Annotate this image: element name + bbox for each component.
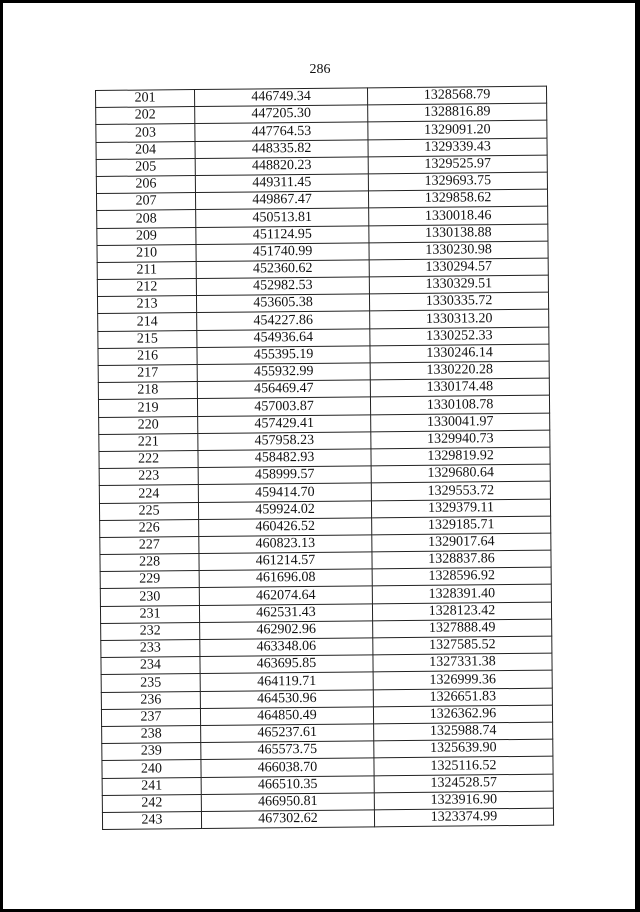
y-coordinate-cell: 1323374.99 xyxy=(374,808,553,827)
x-coordinate-cell: 463348.06 xyxy=(200,638,373,657)
x-coordinate-cell: 457003.87 xyxy=(197,397,370,416)
point-number-cell: 202 xyxy=(96,107,195,125)
x-coordinate-cell: 457958.23 xyxy=(198,432,371,451)
x-coordinate-cell: 465237.61 xyxy=(201,724,374,743)
point-number-cell: 212 xyxy=(97,279,196,297)
y-coordinate-cell: 1329553.72 xyxy=(371,481,550,500)
y-coordinate-cell: 1326651.83 xyxy=(373,688,552,707)
point-number-cell: 204 xyxy=(96,141,195,159)
y-coordinate-cell: 1330252.33 xyxy=(370,327,549,346)
point-number-cell: 222 xyxy=(99,450,198,468)
x-coordinate-cell: 459414.70 xyxy=(198,483,371,502)
x-coordinate-cell: 462074.64 xyxy=(199,586,372,605)
point-number-cell: 235 xyxy=(101,674,200,692)
x-coordinate-cell: 454936.64 xyxy=(197,328,370,347)
point-number-cell: 213 xyxy=(97,296,196,314)
y-coordinate-cell: 1328816.89 xyxy=(368,103,547,122)
point-number-cell: 207 xyxy=(96,193,195,211)
y-coordinate-cell: 1329185.71 xyxy=(372,516,551,535)
point-number-cell: 242 xyxy=(102,794,201,812)
point-number-cell: 214 xyxy=(98,313,197,331)
y-coordinate-cell: 1329091.20 xyxy=(368,121,547,140)
x-coordinate-cell: 452982.53 xyxy=(196,277,369,296)
x-coordinate-cell: 462902.96 xyxy=(200,621,373,640)
point-number-cell: 205 xyxy=(96,158,195,176)
y-coordinate-cell: 1330294.57 xyxy=(369,258,548,277)
point-number-cell: 234 xyxy=(101,657,200,675)
coordinates-table-body xyxy=(96,86,554,829)
y-coordinate-cell: 1325116.52 xyxy=(374,756,553,775)
point-number-cell: 240 xyxy=(102,760,201,778)
y-coordinate-cell: 1329693.75 xyxy=(368,172,547,191)
point-number-cell: 236 xyxy=(101,691,200,709)
x-coordinate-cell: 457429.41 xyxy=(198,414,371,433)
y-coordinate-cell: 1328837.86 xyxy=(372,550,551,569)
x-coordinate-cell: 456469.47 xyxy=(197,380,370,399)
point-number-cell: 230 xyxy=(100,588,199,606)
point-number-cell: 210 xyxy=(97,244,196,262)
x-coordinate-cell: 462531.43 xyxy=(199,603,372,622)
y-coordinate-cell: 1325988.74 xyxy=(374,722,553,741)
point-number-cell: 208 xyxy=(97,210,196,228)
point-number-cell: 216 xyxy=(98,347,197,365)
y-coordinate-cell: 1329525.97 xyxy=(368,155,547,174)
x-coordinate-cell: 451124.95 xyxy=(196,225,369,244)
x-coordinate-cell: 452360.62 xyxy=(196,260,369,279)
x-coordinate-cell: 460426.52 xyxy=(199,518,372,537)
y-coordinate-cell: 1329339.43 xyxy=(368,138,547,157)
x-coordinate-cell: 447764.53 xyxy=(195,122,368,141)
x-coordinate-cell: 453605.38 xyxy=(196,294,369,313)
point-number-cell: 243 xyxy=(102,811,201,829)
point-number-cell: 229 xyxy=(100,571,199,589)
point-number-cell: 219 xyxy=(98,399,197,417)
y-coordinate-cell: 1327888.49 xyxy=(373,619,552,638)
y-coordinate-cell: 1330138.88 xyxy=(369,224,548,243)
y-coordinate-cell: 1326999.36 xyxy=(373,671,552,690)
point-number-cell: 225 xyxy=(99,502,198,520)
y-coordinate-cell: 1325639.90 xyxy=(374,739,553,758)
x-coordinate-cell: 458999.57 xyxy=(198,466,371,485)
x-coordinate-cell: 461214.57 xyxy=(199,552,372,571)
point-number-cell: 201 xyxy=(96,90,195,108)
point-number-cell: 224 xyxy=(99,485,198,503)
x-coordinate-cell: 446749.34 xyxy=(195,88,368,107)
scan-border-right xyxy=(635,0,640,912)
x-coordinate-cell: 451740.99 xyxy=(196,243,369,262)
coordinates-table-wrapper xyxy=(95,86,554,830)
point-number-cell: 241 xyxy=(102,777,201,795)
point-number-cell: 221 xyxy=(99,433,198,451)
point-number-cell: 228 xyxy=(100,554,199,572)
point-number-cell: 233 xyxy=(101,640,200,658)
y-coordinate-cell: 1330108.78 xyxy=(370,396,549,415)
y-coordinate-cell: 1328568.79 xyxy=(367,86,546,105)
x-coordinate-cell: 466510.35 xyxy=(201,775,374,794)
x-coordinate-cell: 448820.23 xyxy=(195,157,368,176)
y-coordinate-cell: 1330313.20 xyxy=(370,310,549,329)
y-coordinate-cell: 1330246.14 xyxy=(370,344,549,363)
y-coordinate-cell: 1324528.57 xyxy=(374,774,553,793)
x-coordinate-cell: 460823.13 xyxy=(199,535,372,554)
x-coordinate-cell: 464119.71 xyxy=(200,672,373,691)
y-coordinate-cell: 1329940.73 xyxy=(371,430,550,449)
point-number-cell: 238 xyxy=(102,725,201,743)
x-coordinate-cell: 465573.75 xyxy=(201,741,374,760)
x-coordinate-cell: 458482.93 xyxy=(198,449,371,468)
x-coordinate-cell: 461696.08 xyxy=(199,569,372,588)
x-coordinate-cell: 447205.30 xyxy=(195,105,368,124)
point-number-cell: 206 xyxy=(96,175,195,193)
scan-border-top xyxy=(0,0,640,3)
scan-border-left xyxy=(0,0,3,912)
x-coordinate-cell: 455932.99 xyxy=(197,363,370,382)
point-number-cell: 217 xyxy=(98,365,197,383)
x-coordinate-cell: 454227.86 xyxy=(197,311,370,330)
y-coordinate-cell: 1330329.51 xyxy=(369,275,548,294)
y-coordinate-cell: 1328596.92 xyxy=(372,567,551,586)
point-number-cell: 218 xyxy=(98,382,197,400)
point-number-cell: 227 xyxy=(100,536,199,554)
x-coordinate-cell: 464530.96 xyxy=(200,689,373,708)
coordinates-table xyxy=(95,86,554,830)
x-coordinate-cell: 449311.45 xyxy=(195,174,368,193)
y-coordinate-cell: 1330018.46 xyxy=(369,206,548,225)
y-coordinate-cell: 1329858.62 xyxy=(368,189,547,208)
point-number-cell: 226 xyxy=(100,519,199,537)
x-coordinate-cell: 459924.02 xyxy=(198,500,371,519)
y-coordinate-cell: 1323916.90 xyxy=(374,791,553,810)
x-coordinate-cell: 455395.19 xyxy=(197,346,370,365)
y-coordinate-cell: 1330220.28 xyxy=(370,361,549,380)
point-number-cell: 209 xyxy=(97,227,196,245)
x-coordinate-cell: 449867.47 xyxy=(195,191,368,210)
page-number: 286 xyxy=(309,62,331,77)
y-coordinate-cell: 1329680.64 xyxy=(371,464,550,483)
y-coordinate-cell: 1329017.64 xyxy=(372,533,551,552)
point-number-cell: 231 xyxy=(100,605,199,623)
point-number-cell: 203 xyxy=(96,124,195,142)
x-coordinate-cell: 463695.85 xyxy=(200,655,373,674)
point-number-cell: 211 xyxy=(97,261,196,279)
y-coordinate-cell: 1326362.96 xyxy=(373,705,552,724)
x-coordinate-cell: 450513.81 xyxy=(196,208,369,227)
y-coordinate-cell: 1330335.72 xyxy=(369,292,548,311)
point-number-cell: 239 xyxy=(102,743,201,761)
point-number-cell: 237 xyxy=(101,708,200,726)
y-coordinate-cell: 1330230.98 xyxy=(369,241,548,260)
point-number-cell: 220 xyxy=(99,416,198,434)
y-coordinate-cell: 1329819.92 xyxy=(371,447,550,466)
x-coordinate-cell: 467302.62 xyxy=(201,810,374,829)
point-number-cell: 215 xyxy=(98,330,197,348)
point-number-cell: 223 xyxy=(99,468,198,486)
y-coordinate-cell: 1328391.40 xyxy=(372,585,551,604)
x-coordinate-cell: 466950.81 xyxy=(201,793,374,812)
x-coordinate-cell: 464850.49 xyxy=(200,707,373,726)
x-coordinate-cell: 466038.70 xyxy=(201,758,374,777)
y-coordinate-cell: 1327585.52 xyxy=(373,636,552,655)
table-row xyxy=(102,808,553,830)
y-coordinate-cell: 1327331.38 xyxy=(373,653,552,672)
y-coordinate-cell: 1330174.48 xyxy=(370,378,549,397)
y-coordinate-cell: 1330041.97 xyxy=(371,413,550,432)
y-coordinate-cell: 1328123.42 xyxy=(372,602,551,621)
y-coordinate-cell: 1329379.11 xyxy=(371,499,550,518)
point-number-cell: 232 xyxy=(101,622,200,640)
x-coordinate-cell: 448335.82 xyxy=(195,139,368,158)
